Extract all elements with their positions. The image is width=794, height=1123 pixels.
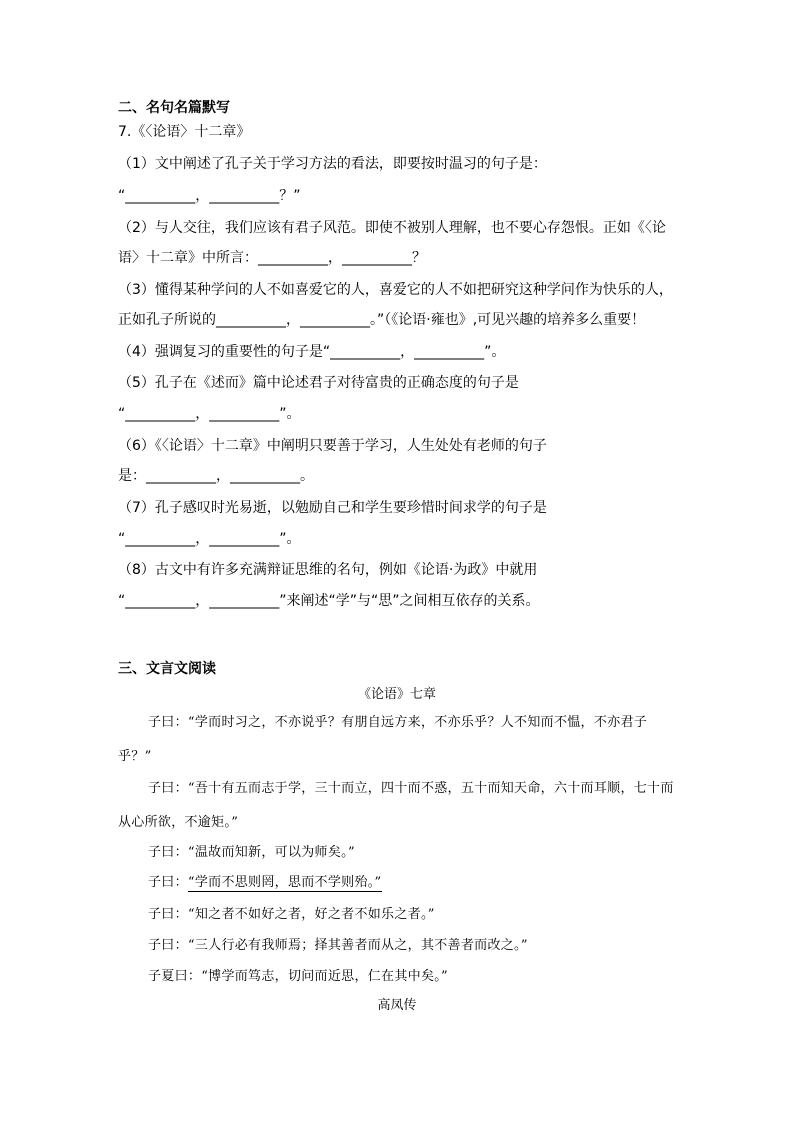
speaker-prefix: 子曰： xyxy=(148,875,188,890)
passage-paragraph: 子曰：“吾十有五而志于学，三十而立，四十而不惑，五十而知天命，六十而耳顺，七十而从心所欲，不逾矩。” xyxy=(118,781,674,830)
question-line: “__________，__________”。 xyxy=(118,531,301,547)
question-line: （6）《〈论语〉十二章》中阐明只要善于学习，人生处处有老师的句子 xyxy=(118,438,547,454)
question-line: （4）强调复习的重要性的句子是“__________，__________”。 xyxy=(118,344,506,360)
question-line: “__________，__________？” xyxy=(118,188,301,204)
question-line: “__________，__________”。 xyxy=(118,406,301,422)
question-line: 正如孔子所说的__________，__________。”（《论语·雍也》,可见兴趣的培养多么重要！ xyxy=(118,312,646,328)
question-line: 语〉十二章》中所言：__________，__________？ xyxy=(118,250,426,266)
question-line: 是：__________，__________。 xyxy=(118,468,314,484)
question-line: （8）古文中有许多充满辩证思维的名句，例如《论语·为政》中就用 xyxy=(118,562,538,578)
section-heading-reading: 三、文言文阅读 xyxy=(118,661,216,677)
question-line: （2）与人交往，我们应该有君子风范。即使不被别人理解，也不要心存怨恨。正如《〈论 xyxy=(118,220,666,236)
question-line: “__________，__________”来阐述“学”与“思”之间相互依存的关系。 xyxy=(118,593,540,609)
question-line: （7）孔子感叹时光易逝，以勉励自己和学生要珍惜时间求学的句子是 xyxy=(118,500,547,516)
question-line: （3）懂得某种学问的人不如喜爱它的人，喜爱它的人不如把研究这种学问作为快乐的人， xyxy=(118,282,673,298)
passage-paragraph: 子曰：“知之者不如好之者，好之者不如乐之者。” xyxy=(148,907,435,922)
passage-paragraph: 子夏曰：“博学而笃志，切问而近思，仁在其中矣。” xyxy=(148,969,448,984)
underlined-quote: “学而不思则罔，思而不学则殆。” xyxy=(187,875,382,890)
passage-paragraph: 子曰：“三人行必有我师焉；择其善者而从之，其不善者而改之。” xyxy=(148,938,528,953)
next-passage-title: 高凤传 xyxy=(377,998,417,1013)
question-title: 7.《〈论语〉十二章》 xyxy=(118,124,251,140)
passage-paragraph: 子曰：“温故而知新，可以为师矣。” xyxy=(148,845,355,860)
passage-paragraph: 子曰：“学而时习之，不亦说乎？有朋自远方来，不亦乐乎？人不知而不愠，不亦君子乎？” xyxy=(118,715,648,764)
question-line: （5）孔子在《述而》篇中论述君子对待富贵的正确态度的句子是 xyxy=(118,375,519,391)
section-heading-fill-in: 二、名句名篇默写 xyxy=(118,100,230,116)
question-line: （1）文中阐述了孔子关于学习方法的看法，即要按时温习的句子是： xyxy=(118,156,547,172)
passage-paragraph-underlined xyxy=(118,866,678,900)
passage-title: 《论语》七章 xyxy=(357,687,436,702)
